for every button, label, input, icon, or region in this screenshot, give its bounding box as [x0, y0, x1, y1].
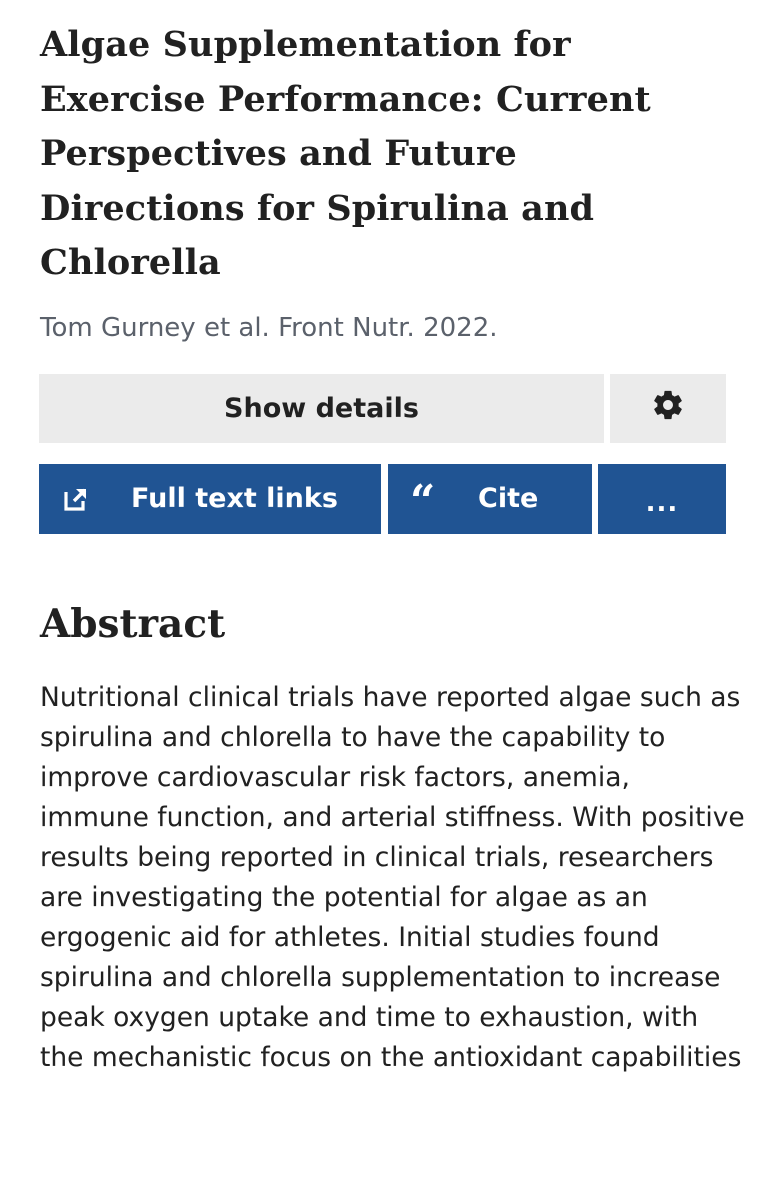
abstract-text: Nutritional clinical trials have reported algae such as spirulina and chlorella to have the capability to improve cardiovascular risk factors, anemia, immune function, and arterial stiffness. With positive results being reported in clinical trials, researchers are investigating the potential for algae as an ergogenic aid for athletes. Initial studies found spirulina and chlorella supplementation to increase peak oxygen uptake and time to exhaustion, with the mechanistic focus on the antioxidant capabilities [40, 682, 745, 1073]
more-actions-button[interactable] [598, 464, 726, 534]
abstract-heading: Abstract [40, 601, 226, 647]
article-title: Algae Supplementation for Exercise Performance: Current Perspectives and Future Directions for Spirulina and Chlorella [40, 24, 651, 283]
more-actions-label: ... [645, 488, 679, 518]
full-text-links-button[interactable] [39, 464, 381, 534]
external-link-icon [63, 486, 89, 512]
settings-button[interactable] [610, 374, 726, 443]
show-details-button[interactable] [39, 374, 604, 443]
cite-button[interactable] [388, 464, 592, 534]
full-text-links-label: Full text links [131, 483, 338, 514]
show-details-label: Show details [224, 393, 419, 424]
gear-icon [651, 388, 685, 429]
cite-label: Cite [478, 483, 539, 514]
article-citation-line[interactable]: Tom Gurney et al. Front Nutr. 2022. [40, 313, 498, 343]
quote-icon: “ [410, 476, 436, 527]
